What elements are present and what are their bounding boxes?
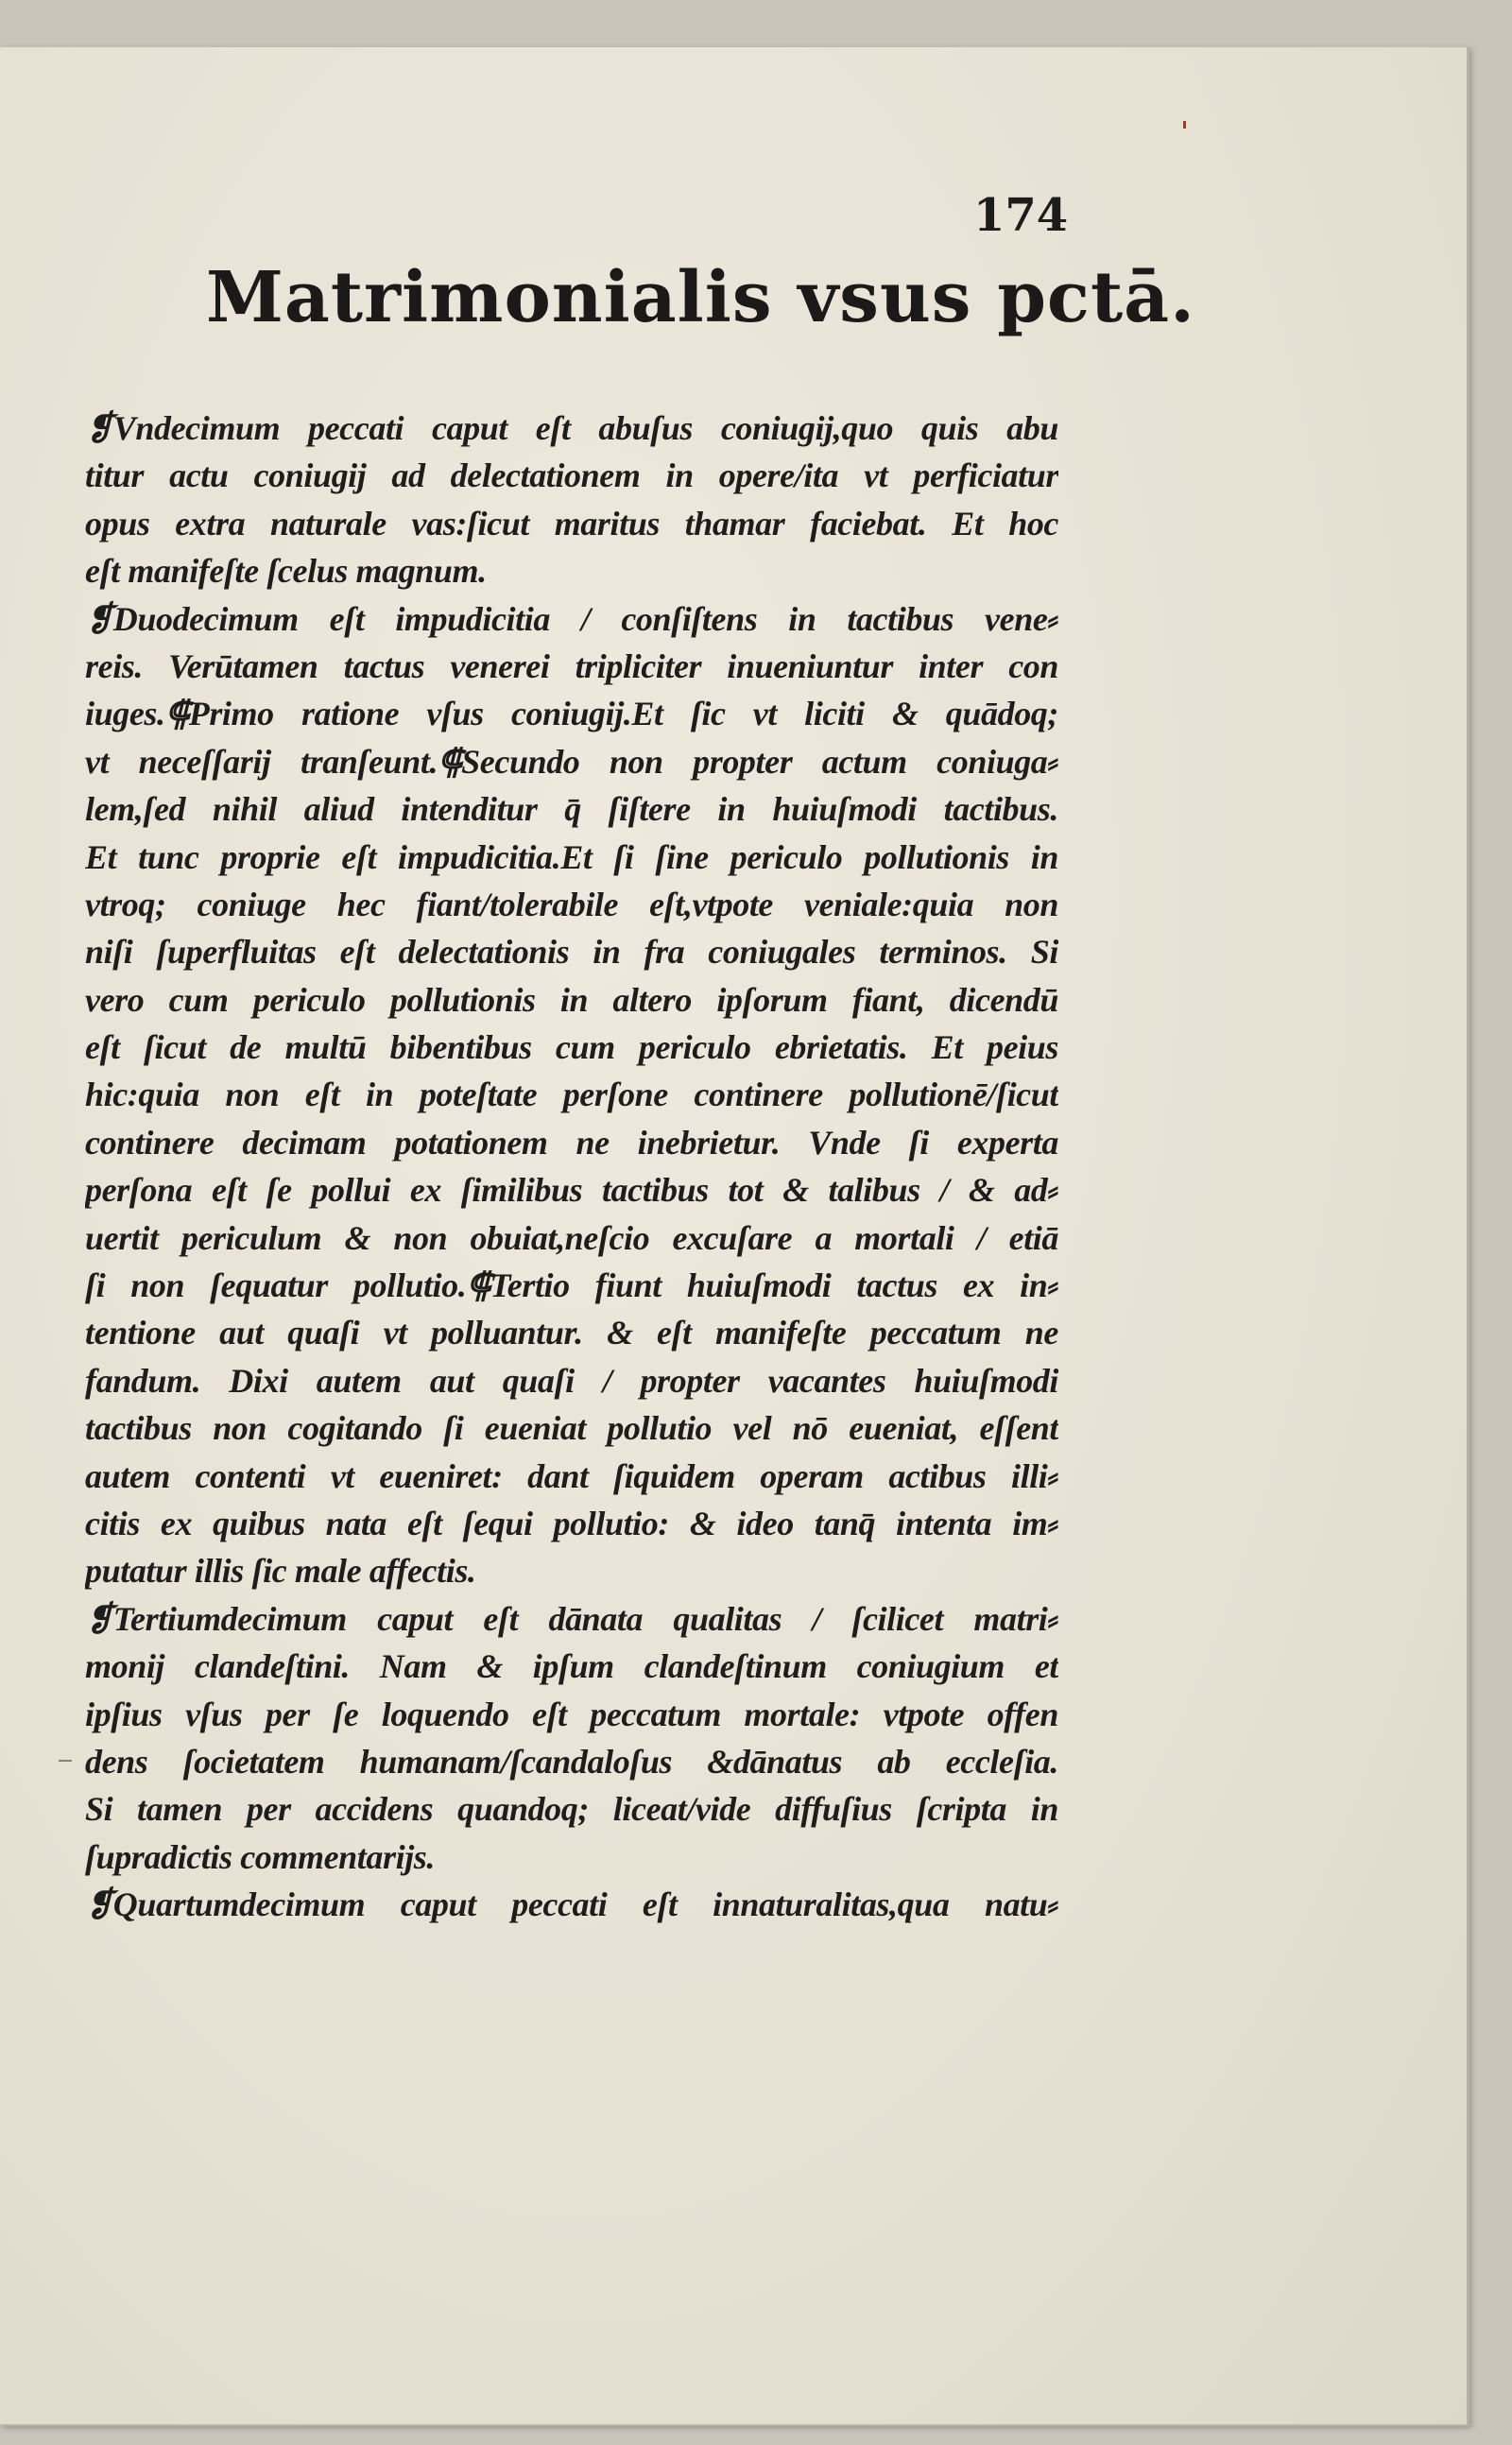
margin-mark xyxy=(59,1760,72,1762)
text-line: continere decimam potationem ne inebrietur. Vnde ſi experta xyxy=(85,1123,1058,1162)
text-line: opus extra naturale vas:ſicut maritus thamar faciebat. Et hoc xyxy=(85,504,1058,542)
text-line: ſupradictis commentarijs. xyxy=(85,1837,436,1876)
text-line: iuges.⸿Primo ratione vſus coniugij.Et ſic vt liciti & quādoq; xyxy=(85,695,1058,733)
text-line: citis ex quibus nata eſt ſequi pollutio: & ideo tanq̄ intenta im⸗ xyxy=(85,1504,1058,1542)
text-line: eſt ſicut de multū bibentibus cum periculo ebrietatis. Et peius xyxy=(85,1028,1058,1067)
text-line: hic:quia non eſt in poteſtate perſone continere pollutionē/ſicut xyxy=(85,1076,1058,1114)
book-page xyxy=(0,47,1469,2426)
text-line: ſi non ſequatur pollutio.⸿Tertio fiunt huiuſmodi tactus ex in⸗ xyxy=(85,1266,1058,1305)
page-number: 174 xyxy=(973,189,1069,242)
text-line: titur actu coniugij ad delectationem in opere/ita vt perficiatur xyxy=(85,456,1058,495)
text-line: vero cum periculo pollutionis in altero ipſorum fiant, dicendū xyxy=(85,980,1058,1019)
text-line: ❡Quartumdecimum caput peccati eſt innaturalitas,qua natu⸗ xyxy=(85,1885,1058,1924)
text-line: ipſius vſus per ſe loquendo eſt peccatum mortale: vtpote offen xyxy=(85,1695,1058,1733)
text-line: ❡Vndecimum peccati caput eſt abuſus coniugij,quo quis abu xyxy=(85,409,1058,447)
text-line: monij clandeſtini. Nam & ipſum clandeſtinum coniugium et xyxy=(85,1647,1058,1686)
text-line: fandum. Dixi autem aut quaſi / propter vacantes huiuſmodi xyxy=(85,1361,1058,1400)
ink-mark xyxy=(1183,121,1186,129)
text-line: ❡Duodecimum eſt impudicitia / conſiſtens in tactibus vene⸗ xyxy=(85,599,1058,638)
text-line: tactibus non cogitando ſi eueniat pollutio vel nō eueniat, eſſent xyxy=(85,1409,1058,1448)
text-line: perſona eſt ſe pollui ex ſimilibus tactibus tot & talibus / & ad⸗ xyxy=(85,1171,1058,1210)
text-line: Et tunc proprie eſt impudicitia.Et ſi ſine periculo pollutionis in xyxy=(85,837,1058,876)
text-line: vt neceſſarij tranſeunt.⸿Secundo non propter actum coniuga⸗ xyxy=(85,742,1058,781)
text-line: reis. Verūtamen tactus venerei tripliciter inueniuntur inter con xyxy=(85,646,1058,685)
text-line: Si tamen per accidens quandoq; liceat/vide diffuſius ſcripta in xyxy=(85,1790,1058,1829)
text-line: autem contenti vt eueniret: dant ſiquidem operam actibus illi⸗ xyxy=(85,1456,1058,1495)
text-line: putatur illis ſic male affectis. xyxy=(85,1552,476,1591)
text-line: ❡Tertiumdecimum caput eſt dānata qualitas / ſcilicet matri⸗ xyxy=(85,1599,1058,1638)
text-line: eſt manifeſte ſcelus magnum. xyxy=(85,552,487,591)
text-line: uertit periculum & non obuiat,neſcio excuſare a mortali / etiā xyxy=(85,1218,1058,1257)
text-line: dens ſocietatem humanam/ſcandaloſus &dānatus ab eccleſia. xyxy=(85,1742,1058,1781)
text-line: tentione aut quaſi vt polluantur. & eſt manifeſte peccatum ne xyxy=(85,1314,1058,1352)
text-line: vtroq; coniuge hec fiant/tolerabile eſt,vtpote veniale:quia non xyxy=(85,885,1058,923)
running-head: Matrimonialis vsus pctā. xyxy=(206,257,1195,338)
body-text xyxy=(85,405,1058,1929)
text-line: lem,ſed nihil aliud intenditur q̄ ſiſtere in huiuſmodi tactibus. xyxy=(85,790,1058,829)
text-line: niſi ſuperfluitas eſt delectationis in fra coniugales terminos. Si xyxy=(85,933,1058,972)
